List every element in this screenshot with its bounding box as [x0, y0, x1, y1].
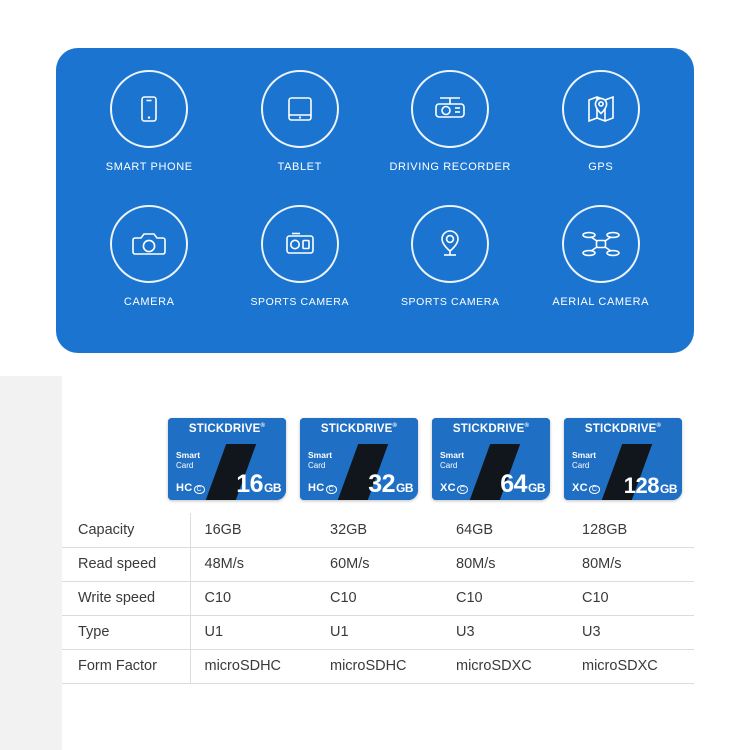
table-cell: microSDXC [442, 649, 568, 683]
table-cell: U3 [568, 615, 694, 649]
device-item-driving-recorder [375, 70, 526, 205]
row-header: Read speed [62, 547, 190, 581]
card-brand: STICKDRIVE® [320, 423, 398, 435]
table-cell: 80M/s [568, 547, 694, 581]
card-capacity: 16GB [236, 470, 281, 498]
card-class: HC C [176, 482, 205, 494]
card-capacity: 32GB [368, 470, 413, 498]
specification-table [62, 513, 694, 684]
table-cell: C10 [316, 581, 442, 615]
table-cell: U3 [442, 615, 568, 649]
card-class: HC C [308, 482, 337, 494]
drone-icon [562, 205, 640, 283]
table-cell: 32GB [316, 513, 442, 547]
device-item-sports-camera [225, 205, 376, 340]
device-label: GPS [588, 161, 614, 173]
table-cell: 80M/s [442, 547, 568, 581]
smartphone-icon [110, 70, 188, 148]
card-64gb [432, 418, 550, 500]
card-class: XC C [440, 482, 468, 494]
card-16gb [168, 418, 286, 500]
bottom-left-grey-block [0, 376, 62, 750]
table-cell: microSDXC [568, 649, 694, 683]
table-cell: 128GB [568, 513, 694, 547]
card-smartcard-text: Smart Card [176, 450, 201, 470]
device-label: CAMERA [123, 295, 175, 308]
device-label: AERIAL CAMERA [552, 295, 650, 308]
device-item-smart-phone [74, 70, 225, 205]
card-class: XC C [572, 482, 600, 494]
card-brand: STICKDRIVE® [584, 423, 662, 435]
table-cell: C10 [442, 581, 568, 615]
tablet-icon [261, 70, 339, 148]
device-label: SMART PHONE [105, 161, 193, 173]
table-cell: 64GB [442, 513, 568, 547]
card-smartcard-text: Smart Card [572, 450, 597, 470]
row-header: Write speed [62, 581, 190, 615]
top-left-white-block [0, 0, 62, 376]
camera-icon [110, 205, 188, 283]
device-item-aerial-camera [526, 205, 677, 340]
device-item-camera [74, 205, 225, 340]
card-128gb [564, 418, 682, 500]
table-cell: microSDHC [316, 649, 442, 683]
table-cell: 48M/s [190, 547, 316, 581]
spec-table-element [62, 513, 694, 684]
table-cell: U1 [190, 615, 316, 649]
memory-card-images [168, 418, 698, 504]
devices-grid [56, 48, 694, 353]
table-row [62, 581, 694, 615]
device-label: DRIVING RECORDER [389, 161, 511, 173]
compatible-devices-panel [56, 48, 694, 353]
card-capacity: 64GB [500, 470, 545, 498]
table-cell: C10 [190, 581, 316, 615]
dashcam-icon [411, 70, 489, 148]
table-row [62, 513, 694, 547]
device-item-sports-camera-2 [375, 205, 526, 340]
row-header: Form Factor [62, 649, 190, 683]
card-brand: STICKDRIVE® [452, 423, 530, 435]
card-smartcard-text: Smart Card [308, 450, 333, 470]
device-label: SPORTS CAMERA [400, 295, 500, 308]
security-camera-icon [411, 205, 489, 283]
device-item-gps [526, 70, 677, 205]
row-header: Capacity [62, 513, 190, 547]
table-cell: C10 [568, 581, 694, 615]
card-32gb [300, 418, 418, 500]
table-cell: 16GB [190, 513, 316, 547]
card-brand: STICKDRIVE® [188, 423, 266, 435]
table-cell: U1 [316, 615, 442, 649]
card-capacity: 128GB [623, 473, 677, 498]
table-row [62, 615, 694, 649]
table-cell: 60M/s [316, 547, 442, 581]
device-label: SPORTS CAMERA [250, 295, 350, 308]
action-camera-icon [261, 205, 339, 283]
device-label: TABLET [277, 161, 322, 173]
table-row [62, 547, 694, 581]
row-header: Type [62, 615, 190, 649]
device-item-tablet [225, 70, 376, 205]
map-pin-icon [562, 70, 640, 148]
table-cell: microSDHC [190, 649, 316, 683]
card-smartcard-text: Smart Card [440, 450, 465, 470]
table-row [62, 649, 694, 683]
